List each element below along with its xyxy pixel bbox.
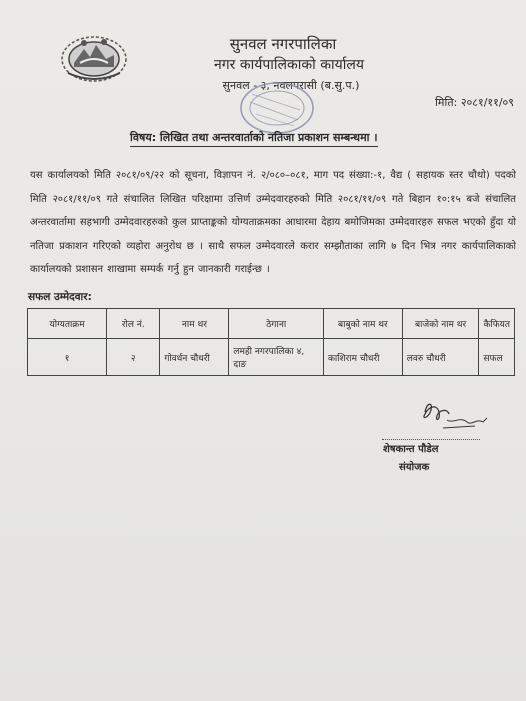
subject-line: विषय: लिखित तथा अन्तरवार्ताको नतिजा प्रकाशन सम्बन्धमा । [130, 130, 378, 147]
signature-line [382, 439, 480, 440]
table-header-row [28, 309, 515, 339]
cell-name: गोवर्धन चौधरी [160, 339, 229, 376]
header-father-name: बाबुको नाम थर [323, 309, 402, 339]
office-address: सुनवल - ३, नवलपरासी (ब.सु.प.) [222, 79, 360, 92]
table-row [28, 339, 515, 376]
successful-candidates-heading: सफल उम्मेदवार: [28, 291, 92, 303]
cell-address: लमही नगरपालिका ४, दाङ [229, 339, 324, 376]
office-name: नगर कार्यपालिकाको कार्यालय [214, 57, 364, 73]
signatory-name: शेषकान्त पौडेल [383, 444, 439, 455]
header-rank: योग्यताक्रम [28, 309, 107, 339]
cell-roll-number: २ [107, 339, 160, 376]
header-roll-number: रोल नं. [107, 309, 160, 339]
header-grandfather-name: बाजेको नाम थर [402, 309, 479, 339]
document-date: मिति: २०८१/११/०९ [435, 96, 514, 109]
office-stamp-icon [238, 80, 316, 136]
signature-icon [417, 398, 491, 434]
cell-father-name: काशिराम चौधरी [323, 339, 402, 376]
header-remarks: कैफियत [479, 309, 515, 339]
signatory-title: संयोजक [399, 462, 430, 473]
header-name: नाम थर [160, 309, 229, 339]
header-address: ठेगाना [229, 309, 324, 339]
cell-remarks: सफल [479, 339, 515, 376]
results-table [27, 308, 515, 376]
cell-grandfather-name: लवरु चौधरी [402, 339, 479, 376]
municipality-name: सुनवल नगरपालिका [229, 35, 337, 53]
cell-rank: १ [28, 339, 107, 376]
notice-body: यस कार्यालयको मिति २०८१/०९/२२ को सूचना, विज्ञापन नं. २/०८०–०८१, माग पद संख्या:-१, वैद्य ( सहायक स्तर चौथो) पदको मिति २०८१/११/०९ गते संचालित लिखित परिक्षामा उत्तिर्ण उम्मेदवारहरुको मिति २०८१/११/०९ गते बिहान १०:१५ बजे संचालित अन्तरवार्तामा सहभागी उम्मेदवारहरुको कुल प्राप्ताङ्कको योग्यताक्रमका आधारमा देहाय बमोजिमका उम्मेदवारहरु सफल भएको हुँदा यो नतिजा प्रकाशन गरिएको व्यहोरा अनुरोध छ । साथै सफल उम्मेदवारले करार सम्झौताका लागि ७ दिन भित्र नगर कार्यपालिकाको कार्यालयको प्रशासन शाखामा सम्पर्क गर्नु हुन जानकारी गराईन्छ । [30, 170, 516, 275]
